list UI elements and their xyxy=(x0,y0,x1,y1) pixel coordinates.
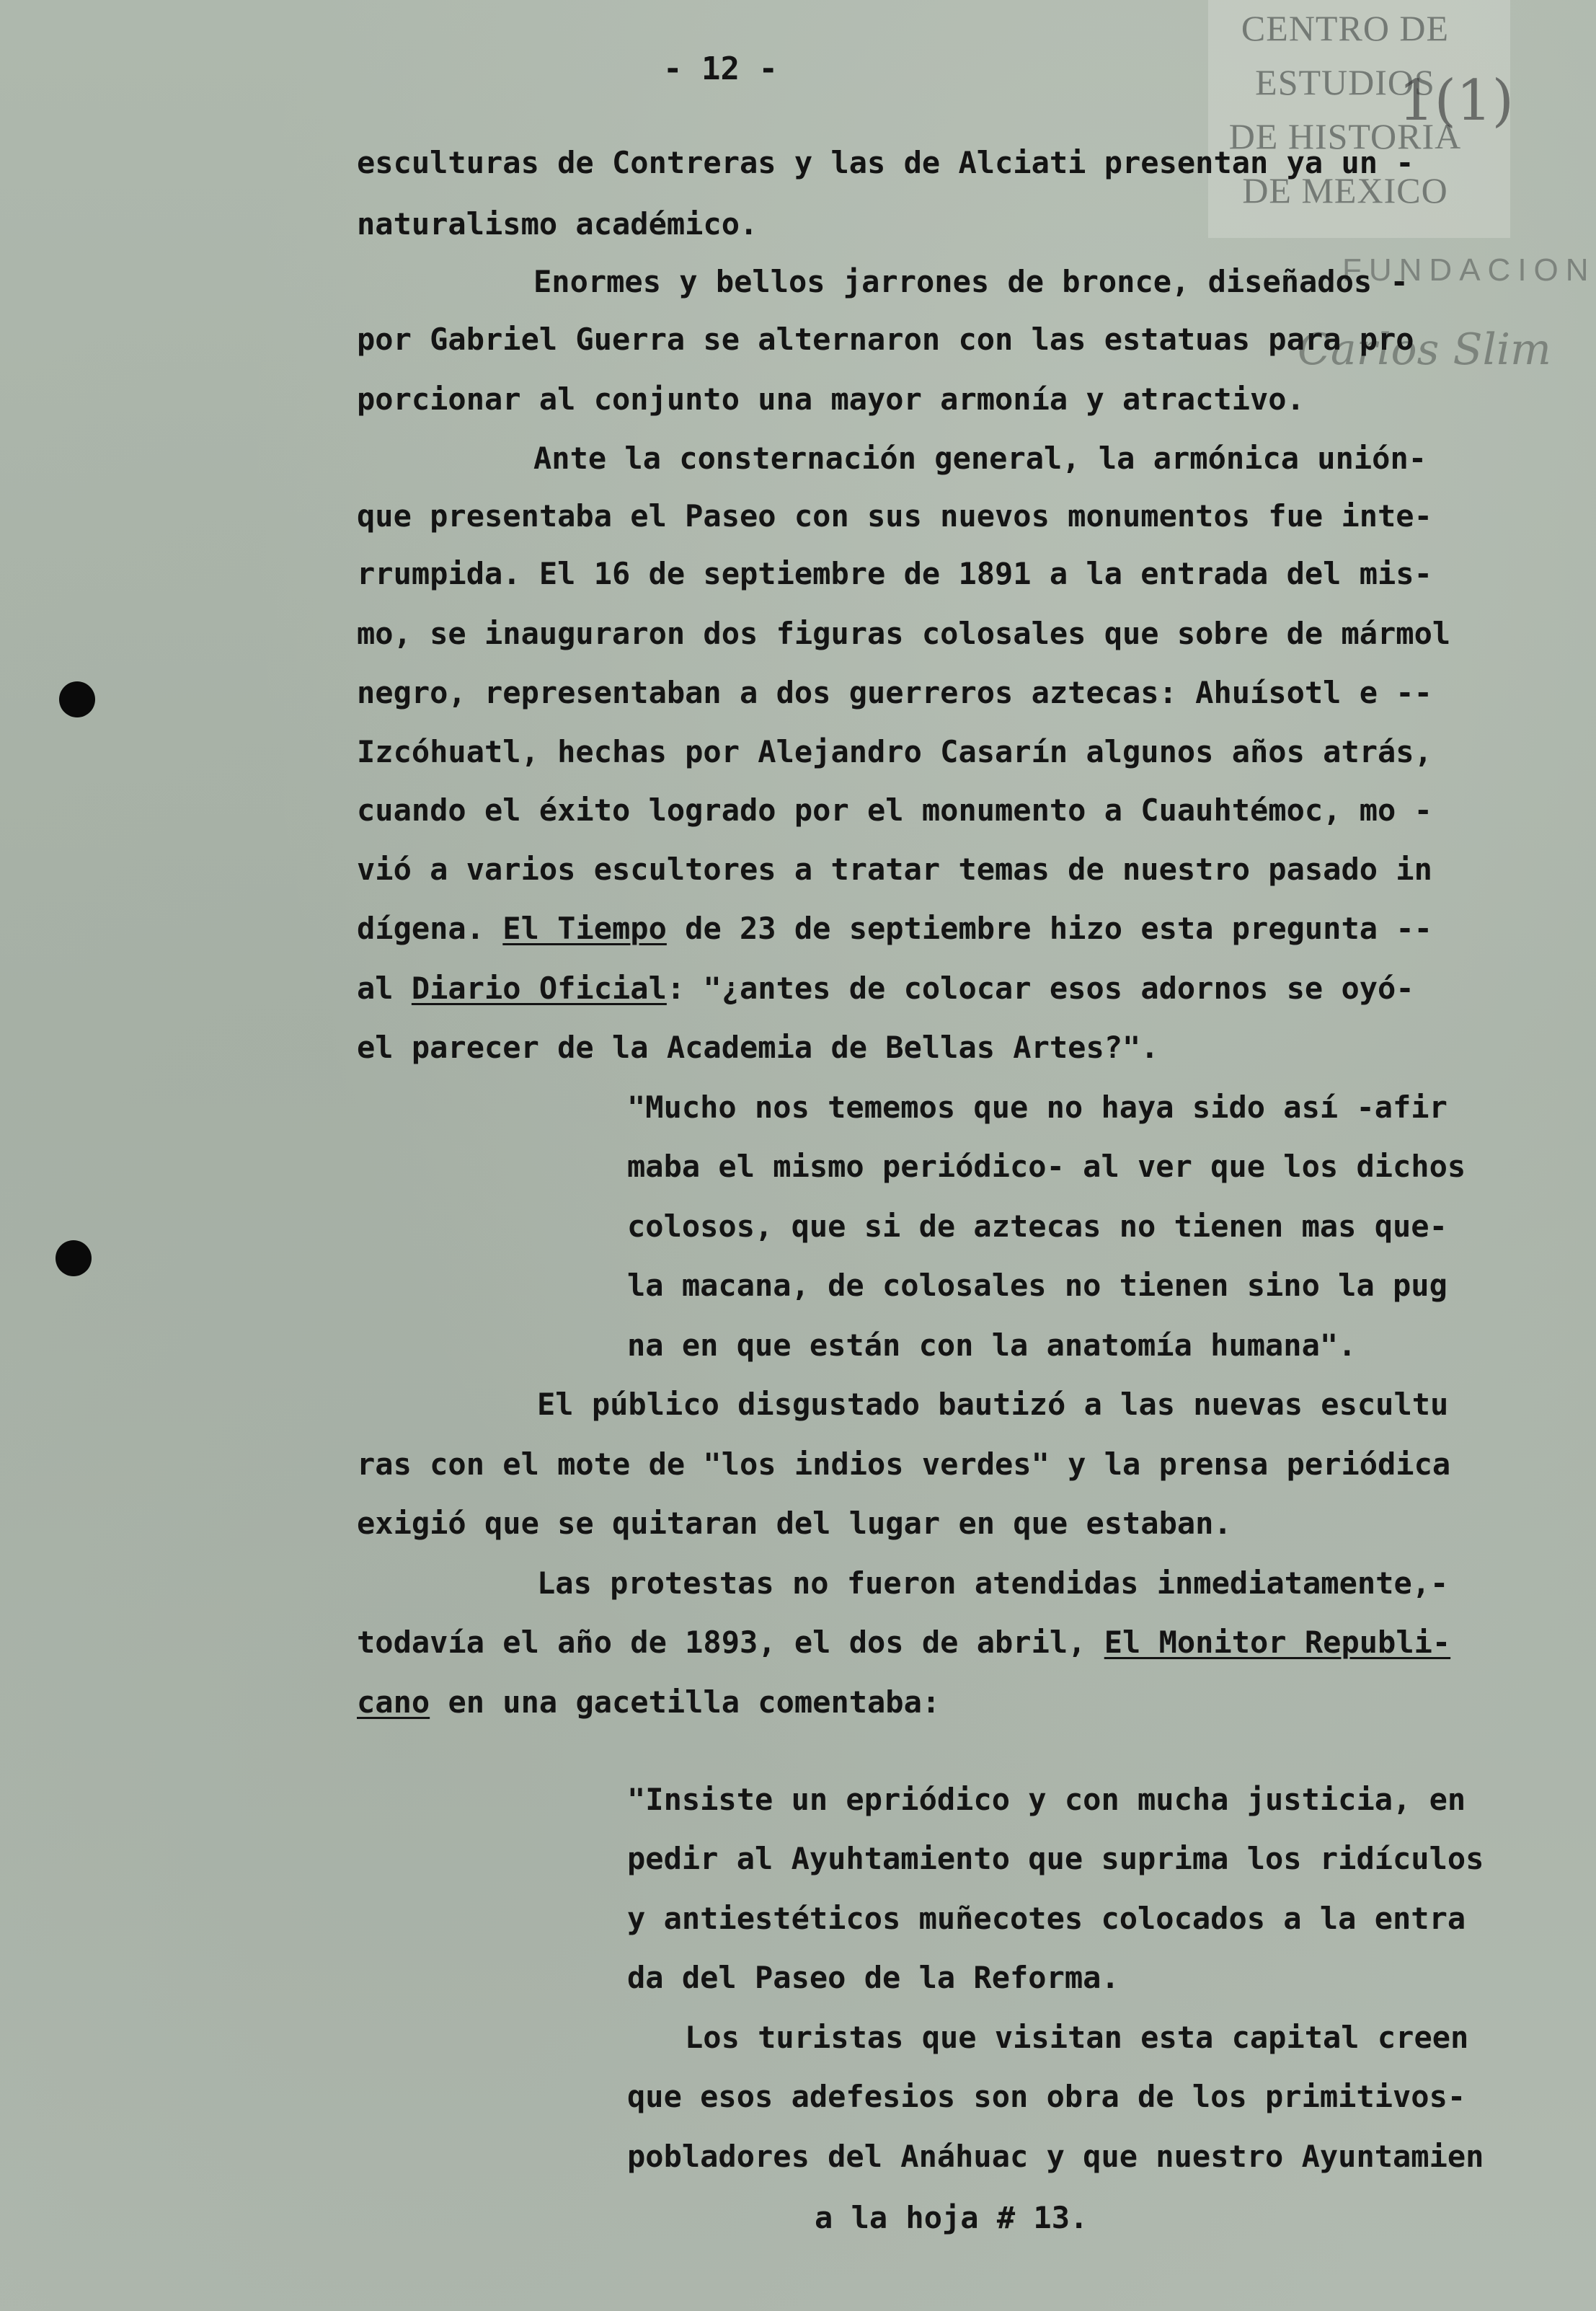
text-line: Enormes y bellos jarrones de bronce, diseñados - xyxy=(533,264,1409,299)
text-segment: todavía el año de 1893, el dos de abril, xyxy=(357,1625,1104,1660)
quote-line: "Insiste un epriódico y con mucha justicia, en xyxy=(627,1782,1466,1817)
stamp-signature: Carlos Slim xyxy=(1298,324,1551,375)
text-line: vió a varios escultores a tratar temas de nuestro pasado in xyxy=(357,852,1432,887)
stamp-line: CENTRO DE xyxy=(1241,8,1450,48)
quote-line: na en que están con la anatomía humana". xyxy=(627,1327,1357,1363)
stamp-line: DE MEXICO xyxy=(1242,170,1448,211)
newspaper-title: El Monitor Republi- xyxy=(1104,1625,1451,1660)
text-line xyxy=(357,911,1432,946)
punch-hole xyxy=(59,681,95,717)
quote-line: la macana, de colosales no tienen sino la pug xyxy=(627,1268,1448,1303)
newspaper-title: cano xyxy=(357,1684,430,1720)
text-line: que presentaba el Paseo con sus nuevos monumentos fue inte- xyxy=(357,498,1432,534)
text-line: mo, se inauguraron dos figuras colosales que sobre de mármol xyxy=(357,616,1451,651)
quote-line: que esos adefesios son obra de los primitivos- xyxy=(627,2079,1466,2114)
quote-line: y antiestéticos muñecotes colocados a la entra xyxy=(627,1901,1466,1936)
text-line: naturalismo académico. xyxy=(357,206,758,242)
text-line xyxy=(357,973,1414,1004)
text-line: ras con el mote de "los indios verdes" y la prensa periódica xyxy=(357,1446,1451,1482)
quote-line: maba el mismo periódico- al ver que los dichos xyxy=(627,1149,1466,1184)
quote-line: pobladores del Anáhuac y que nuestro Ayuntamien xyxy=(627,2139,1484,2174)
text-segment: al xyxy=(357,971,412,1006)
quote-line: da del Paseo de la Reforma. xyxy=(627,1960,1120,1995)
archive-mark: 1(1) xyxy=(1398,69,1515,133)
text-line: cuando el éxito logrado por el monumento a Cuauhtémoc, mo - xyxy=(357,792,1432,828)
text-line xyxy=(357,1627,1450,1658)
newspaper-title: El Tiempo xyxy=(502,911,667,946)
stamp-line: ESTUDIOS xyxy=(1255,62,1435,102)
text-line: El público disgustado bautizó a las nuevas escultu xyxy=(537,1387,1449,1422)
page-number: - 12 - xyxy=(663,50,778,87)
quote-line: colosos, que si de aztecas no tienen mas que- xyxy=(627,1208,1448,1244)
text-line: Ante la consternación general, la armónica unión- xyxy=(533,441,1427,476)
text-segment: dígena. xyxy=(357,911,503,946)
text-line: el parecer de la Academia de Bellas Artes?". xyxy=(357,1030,1159,1065)
text-line: porcionar al conjunto una mayor armonía y atractivo. xyxy=(357,381,1305,417)
quote-line: "Mucho nos tememos que no haya sido así -afir xyxy=(627,1090,1448,1125)
punch-hole xyxy=(56,1240,92,1276)
text-line: esculturas de Contreras y las de Alciati presentan ya un - xyxy=(357,145,1414,180)
quote-line: pedir al Ayuhtamiento que suprima los ridículos xyxy=(627,1841,1484,1876)
text-line: por Gabriel Guerra se alternaron con las estatuas para pro xyxy=(357,322,1414,357)
text-line: Izcóhuatl, hechas por Alejandro Casarín algunos años atrás, xyxy=(357,734,1432,769)
text-line xyxy=(357,1684,941,1720)
text-segment: de 23 de septiembre hizo esta pregunta -- xyxy=(666,911,1432,946)
stamp-fundacion: FUNDACION xyxy=(1342,252,1596,288)
text-segment: : "¿antes de colocar esos adornos se oyó- xyxy=(666,971,1414,1006)
text-line: exigió que se quitaran del lugar en que estaban. xyxy=(357,1506,1232,1541)
continuation-note: a la hoja # 13. xyxy=(815,2200,1089,2235)
newspaper-title: Diario Oficial xyxy=(411,971,667,1006)
text-line: negro, representaban a dos guerreros aztecas: Ahuísotl e -- xyxy=(357,675,1432,710)
text-line: Las protestas no fueron atendidas inmediatamente,- xyxy=(537,1565,1449,1601)
text-line: rrumpida. El 16 de septiembre de 1891 a la entrada del mis- xyxy=(357,556,1432,591)
stamp-line: DE HISTORIA xyxy=(1228,116,1462,156)
text-segment: en una gacetilla comentaba: xyxy=(430,1684,941,1720)
quote-line: Los turistas que visitan esta capital creen xyxy=(685,2020,1469,2055)
